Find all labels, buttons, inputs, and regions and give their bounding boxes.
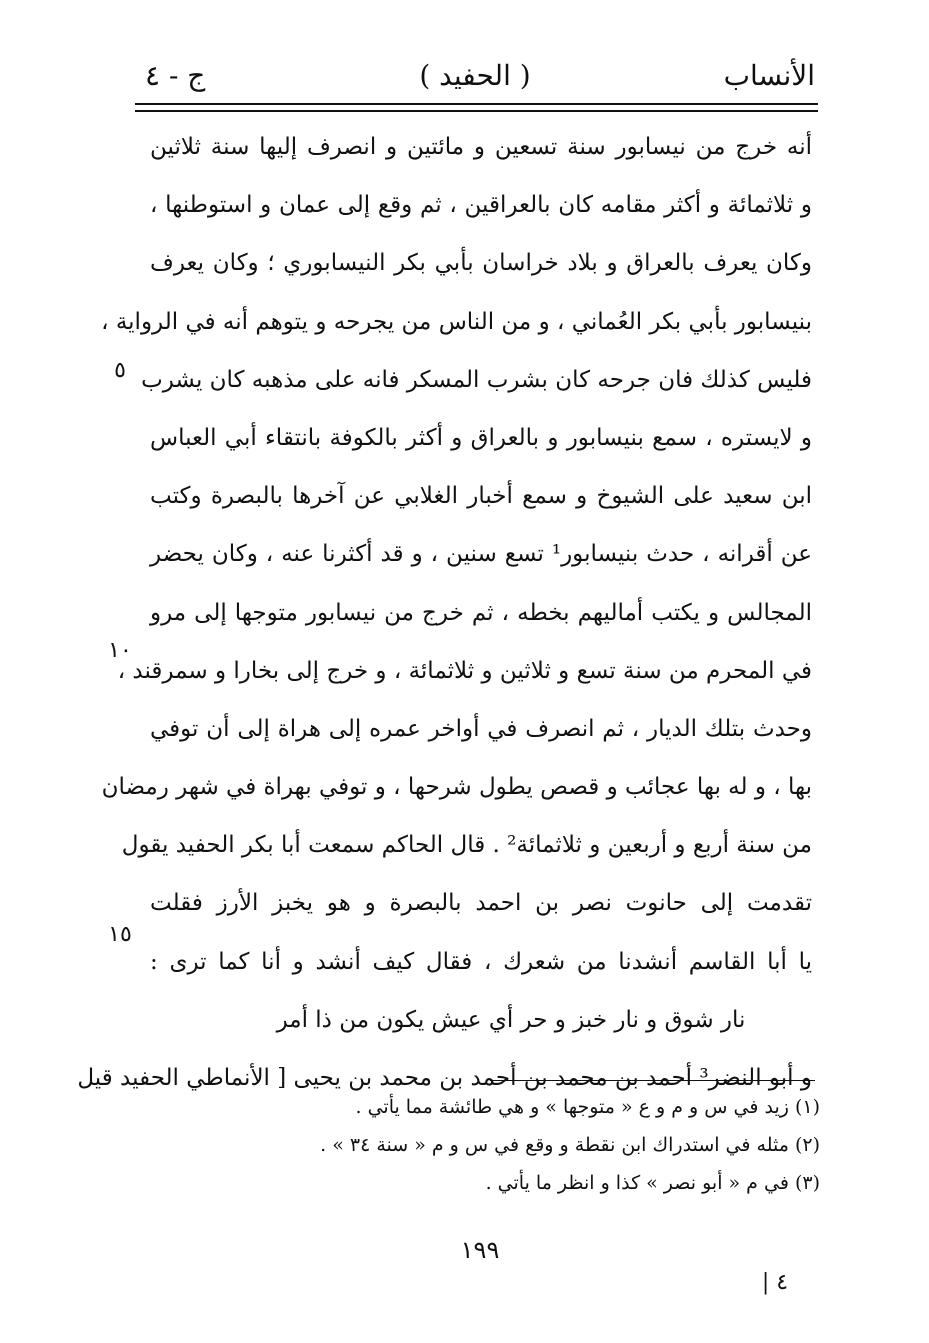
text-line: و لايستره ، سمع بنيسابور و بالعراق و أكثر بالكوفة بانتقاء أبي العباس [150,424,812,451]
footnote-rule [490,1080,815,1081]
text-line: وحدث بتلك الديار ، ثم انصرف في أواخر عمره إلى هراة إلى أن توفي [150,715,812,742]
text-line: من سنة أربع و أربعين و ثلاثمائة² . قال الحاكم سمعت أبا بكر الحفيد يقول [121,832,812,859]
footnotes [290,1088,820,1202]
text-line: وكان يعرف بالعراق و بلاد خراسان بأبي بكر النيسابوري ؛ وكان يعرف [150,250,812,277]
line-number-10: ١٠ [108,638,132,663]
text-line: عن أقرانه ، حدث بنيسابور¹ تسع سنين ، و قد أكثرنا عنه ، وكان يحضر [150,541,812,568]
volume-label: ج - ٤ [145,59,206,92]
text-line: و أبو النضر³ أحمد بن محمد بن أحمد بن محمد بن يحيى [ الأنماطي الحفيد قيل [77,1065,812,1091]
text-line: بنيسابور بأبي بكر العُماني ، و من الناس من يجرحه و يتوهم أنه في الرواية ، [101,308,812,335]
text-line: المجالس و يكتب أماليهم بخطه ، ثم خرج من نيسابور متوجها إلى مرو [150,599,812,626]
header-rule-upper [135,103,818,105]
text-line: بها ، و له بها عجائب و قصص يطول شرحها ، و توفي بهراة في شهر رمضان [101,774,812,801]
text-line: يا أبا القاسم أنشدنا من شعرك ، فقال كيف أنشد و أنا كما ترى : [150,948,812,975]
header-rule-lower [135,110,818,112]
text-line: أنه خرج من نيسابور سنة تسعين و مائتين و انصرف إليها سنة ثلاثين [150,134,812,160]
verse-line: نار شوق و نار خبز و حر أي عيش يكون من ذا أمر [276,1006,746,1033]
page-number: ١٩٩ [460,1236,500,1264]
line-number-5: ٥ [114,358,126,383]
entry-title: ( الحفيد ) [419,59,531,92]
footnote: (٢) مثله في استدراك ابن نقطة و وقع في س و م « سنة ٣٤ » . [320,1134,820,1156]
text-line: و ثلاثمائة و أكثر مقامه كان بالعراقين ، ثم وقع إلى عمان و استوطنها ، [150,192,812,219]
text-line: تقدمت إلى حانوت نصر بن احمد بالبصرة و هو يخبز الأرز فقلت [150,890,812,917]
footnote: (١) زيد في س و م و ع « متوجها » و هي طائشة مما يأتي . [355,1096,820,1118]
signature-mark: ٤ | [761,1270,789,1295]
footnote: (٣) في م « أبو نصر » كذا و انظر ما يأتي . [485,1172,820,1194]
text-line: فليس كذلك فان جرحه كان بشرب المسكر فانه على مذهبه كان يشرب [141,366,812,393]
line-number-15: ١٥ [108,922,132,947]
text-line: في المحرم من سنة تسع و ثلاثين و ثلاثمائة ، و خرج إلى بخارا و سمرقند ، [117,657,812,684]
running-header [135,52,815,100]
text-line: ابن سعيد على الشيوخ و سمع أخبار الغلابي عن آخرها بالبصرة وكتب [150,483,812,510]
book-title: الأنساب [723,59,815,92]
